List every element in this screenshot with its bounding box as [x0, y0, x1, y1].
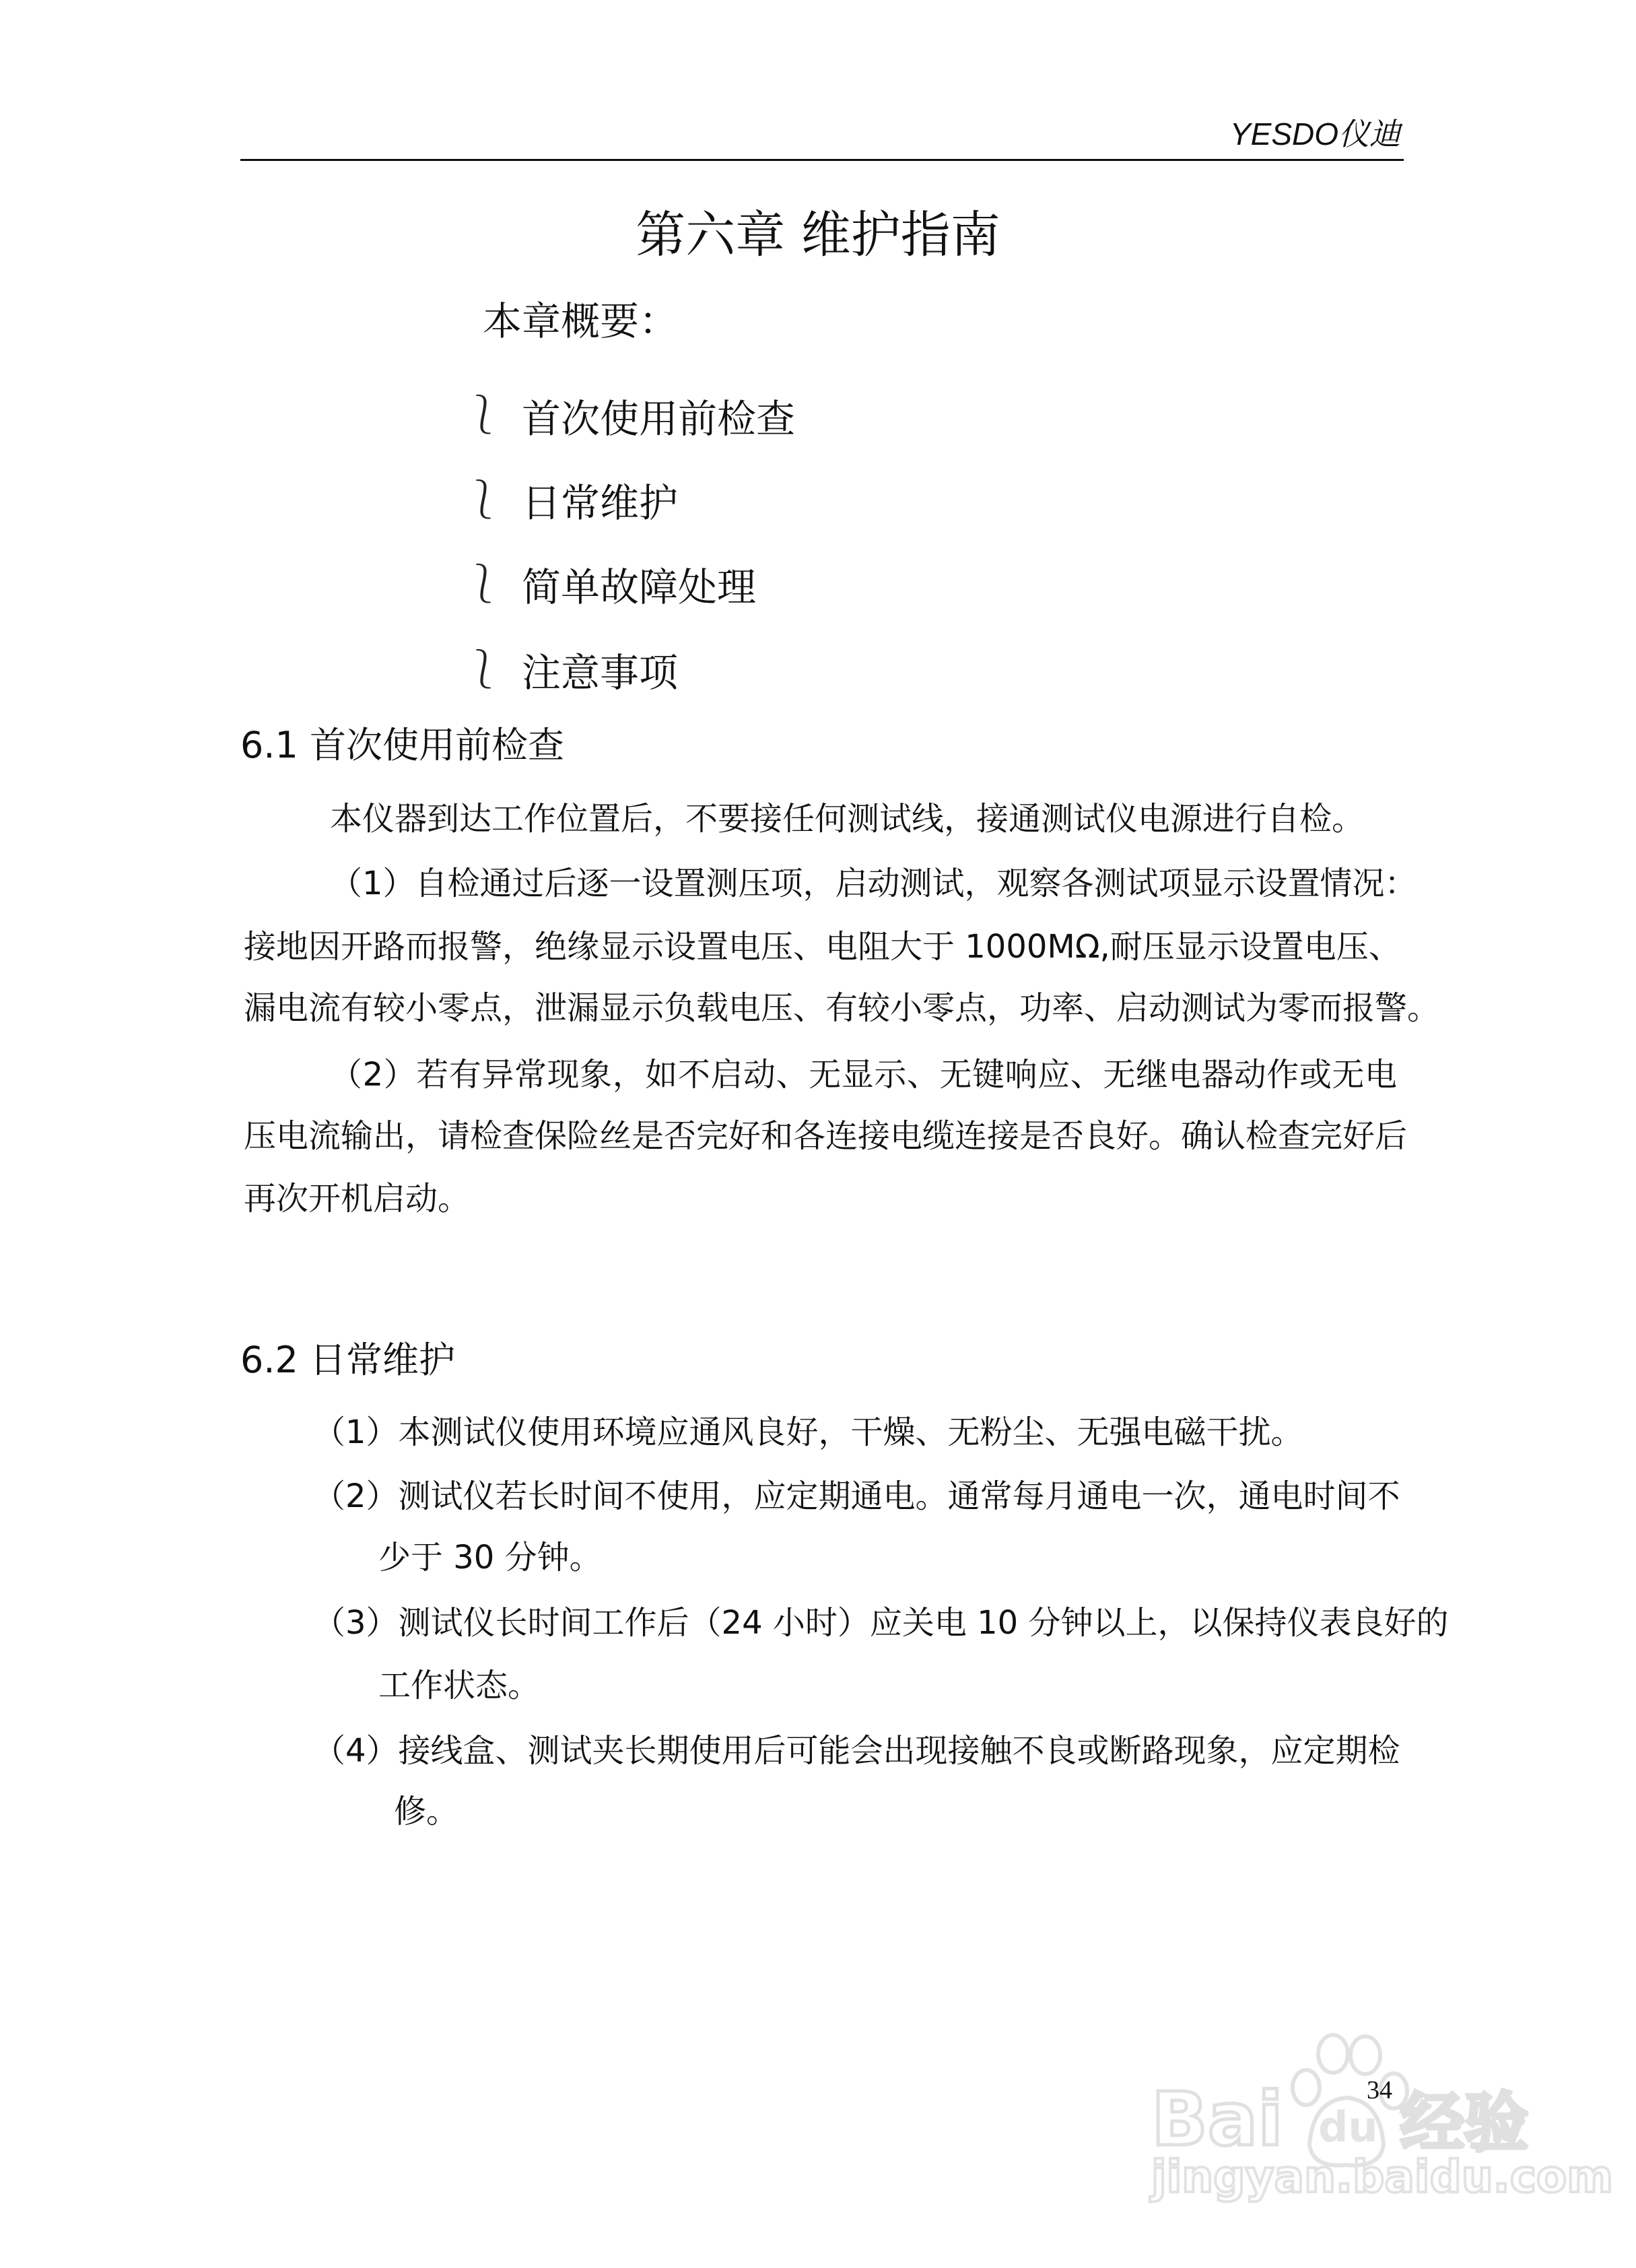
body-line: 接地因开路而报警，绝缘显示设置电压、电阻大于 1000MΩ,耐压显示设置电压、 — [244, 928, 1401, 966]
header-rule — [240, 159, 1404, 161]
summary-item: 注意事项 — [522, 650, 679, 696]
bullet-icon: ⎱ — [465, 478, 502, 522]
svg-text:jingyan.baidu.com: jingyan.baidu.com — [1151, 2151, 1614, 2203]
list-line: （2）测试仪若长时间不使用，应定期通电。通常每月通电一次，通电时间不 — [313, 1477, 1400, 1515]
summary-label: 本章概要： — [483, 298, 679, 344]
body-line: 再次开机启动。 — [244, 1180, 471, 1218]
body-line: 漏电流有较小零点，泄漏显示负载电压、有较小零点，功率、启动测试为零而报警。 — [244, 989, 1440, 1027]
body-line: 压电流输出，请检查保险丝是否完好和各连接电缆连接是否良好。确认检查完好后 — [244, 1117, 1408, 1155]
list-line: 少于 30 分钟。 — [378, 1539, 602, 1576]
svg-text:du: du — [1318, 2102, 1378, 2152]
bullet-icon: ⎱ — [465, 648, 502, 692]
page-number: 34 — [1367, 2076, 1392, 2104]
section-heading-6-2: 6.2 日常维护 — [240, 1339, 456, 1381]
svg-text:Bai: Bai — [1151, 2076, 1283, 2162]
list-line: （1）本测试仪使用环境应通风良好，干燥、无粉尘、无强电磁干扰。 — [313, 1413, 1303, 1451]
list-line: 工作状态。 — [378, 1667, 541, 1704]
header-brand: YESDO仪迪 — [1229, 116, 1400, 152]
body-line: 本仪器到达工作位置后，不要接任何测试线，接通测试仪电源进行自检。 — [330, 800, 1365, 838]
baidu-watermark-logo — [1138, 2027, 1614, 2209]
section-heading-6-1: 6.1 首次使用前检查 — [240, 724, 565, 766]
svg-text:经验: 经验 — [1400, 2086, 1529, 2160]
body-line: （1）自检通过后逐一设置测压项，启动测试，观察各测试项显示设置情况： — [330, 865, 1417, 902]
summary-item: 日常维护 — [522, 480, 679, 526]
chapter-title: 第六章 维护指南 — [636, 206, 1000, 264]
bullet-icon: ⎱ — [465, 393, 502, 437]
summary-item: 简单故障处理 — [522, 564, 757, 610]
body-line: （2）若有异常现象，如不启动、无显示、无键响应、无继电器动作或无电 — [330, 1056, 1397, 1094]
bullet-icon: ⎱ — [465, 562, 502, 606]
summary-item: 首次使用前检查 — [522, 396, 796, 442]
list-line: （3）测试仪长时间工作后（24 小时）应关电 10 分钟以上，以保持仪表良好的 — [313, 1604, 1449, 1642]
list-line: 修。 — [394, 1793, 459, 1830]
list-line: （4）接线盒、测试夹长期使用后可能会出现接触不良或断路现象，应定期检 — [313, 1732, 1400, 1770]
